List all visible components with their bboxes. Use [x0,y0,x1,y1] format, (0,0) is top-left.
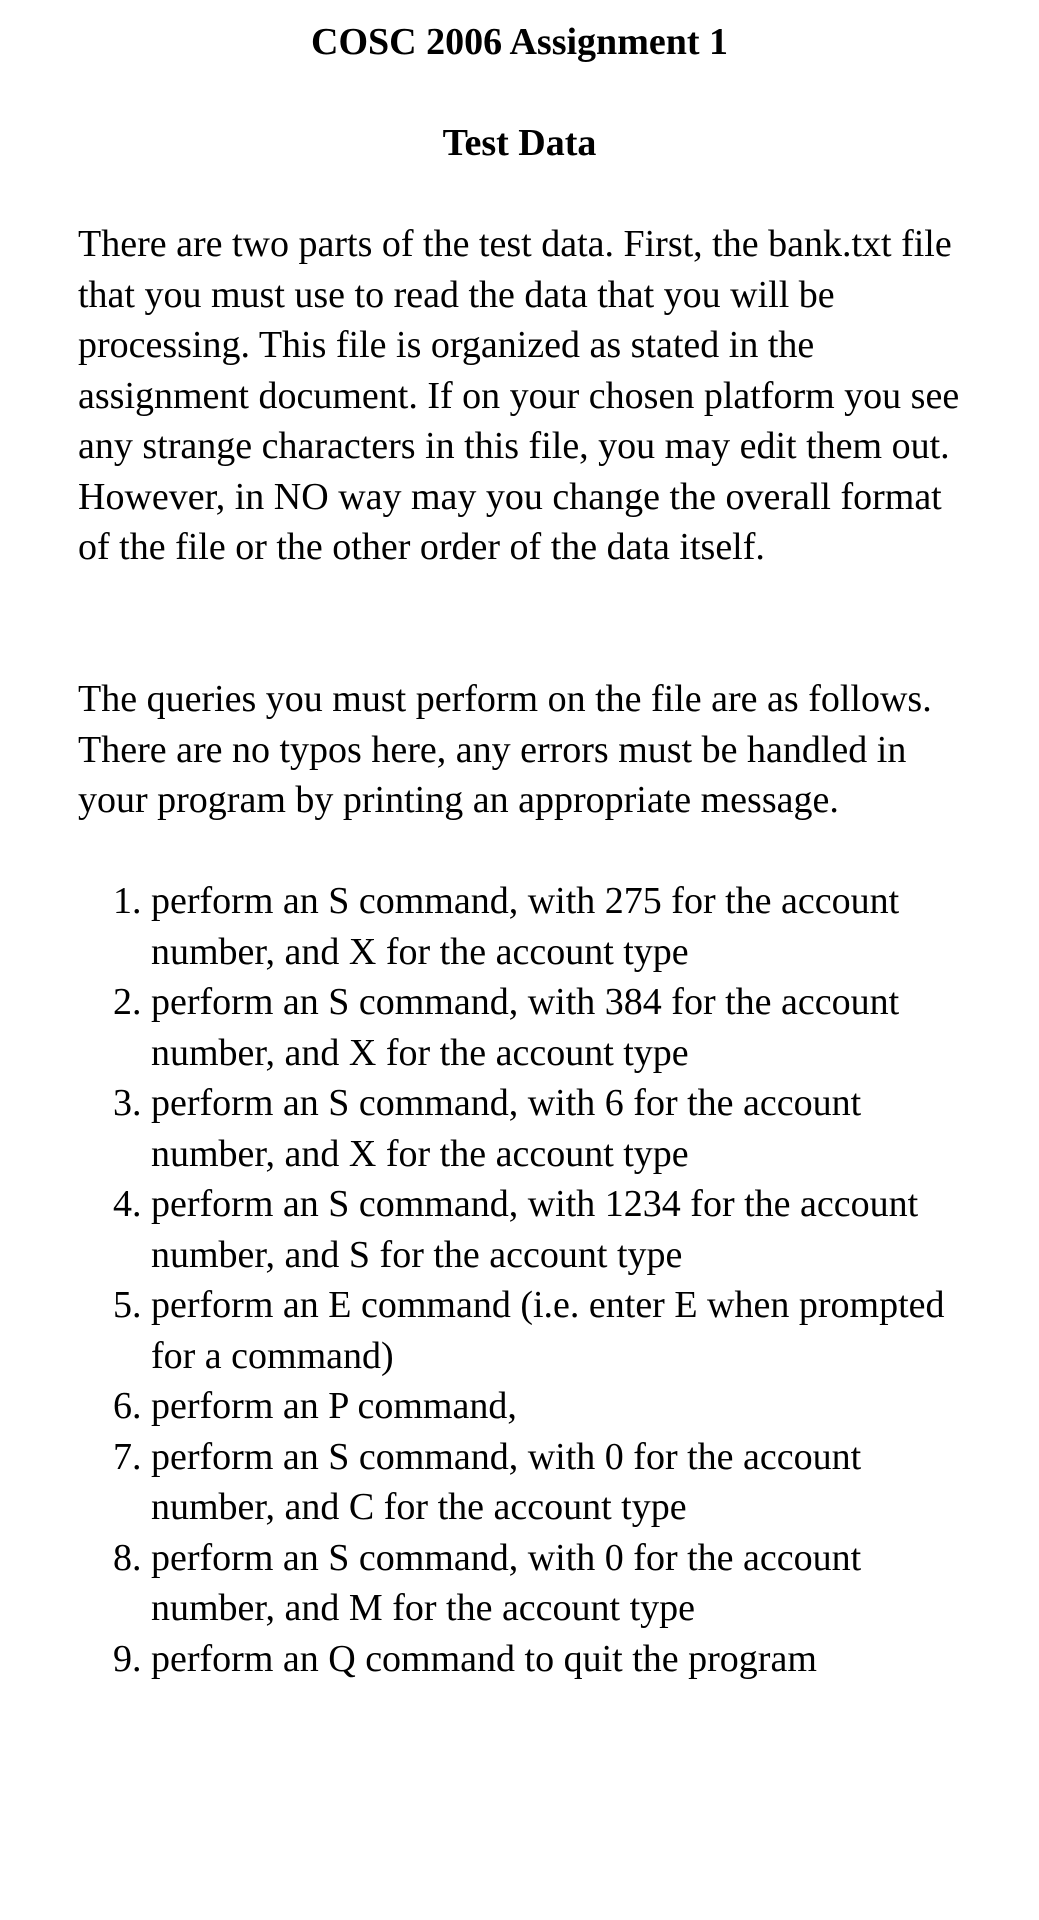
list-item [0,1078,961,1179]
list-item [0,876,961,977]
list-item-text: perform an P command, [151,1385,517,1427]
list-item-number: 8. [113,1536,142,1579]
list-item [0,1381,961,1432]
list-item-text: perform an E command (i.e. enter E when prompted for a command) [151,1284,945,1377]
list-item [0,1179,961,1280]
list-item-number: 9. [113,1637,142,1680]
list-item-number: 6. [113,1385,142,1427]
queries-intro-paragraph: The queries you must perform on the file are as follows. There are no typos here, any errors must be handled in your program by printing an appropriate message. [78,678,932,821]
list-item-text: perform an S command, with 0 for the account number, and C for the account type [151,1435,862,1528]
list-item-text: perform an S command, with 6 for the account number, and X for the account type [151,1082,862,1175]
list-item [0,1280,961,1381]
query-list [0,876,961,1684]
list-item [0,1533,961,1634]
list-item-number: 7. [113,1435,142,1478]
list-item-number: 5. [113,1284,142,1326]
list-item-number: 2. [113,981,142,1023]
list-item-text: perform an S command, with 1234 for the account number, and S for the account type [151,1183,919,1276]
list-item-text: perform an S command, with 0 for the account number, and M for the account type [151,1536,862,1629]
list-item-number: 4. [113,1183,142,1225]
list-item-number: 3. [113,1082,142,1124]
list-item [0,977,961,1078]
document-subtitle: Test Data [442,122,597,164]
list-item-text: perform an S command, with 384 for the account number, and X for the account type [151,981,900,1074]
list-item [0,1432,961,1533]
list-item [0,1634,961,1685]
list-item-text: perform an Q command to quit the program [151,1637,817,1680]
list-item-text: perform an S command, with 275 for the account number, and X for the account type [151,880,900,973]
list-item-number: 1. [113,880,142,922]
intro-paragraph: There are two parts of the test data. First, the bank.txt file that you must use to read the data that you will be processing. This file is organized as stated in the assignment document. If on your chosen platform you see any strange characters in this file, you may edit them out. However, in NO way may you change the overall format of the file or the other order of the data itself. [78,223,960,568]
document-title: COSC 2006 Assignment 1 [311,21,728,63]
